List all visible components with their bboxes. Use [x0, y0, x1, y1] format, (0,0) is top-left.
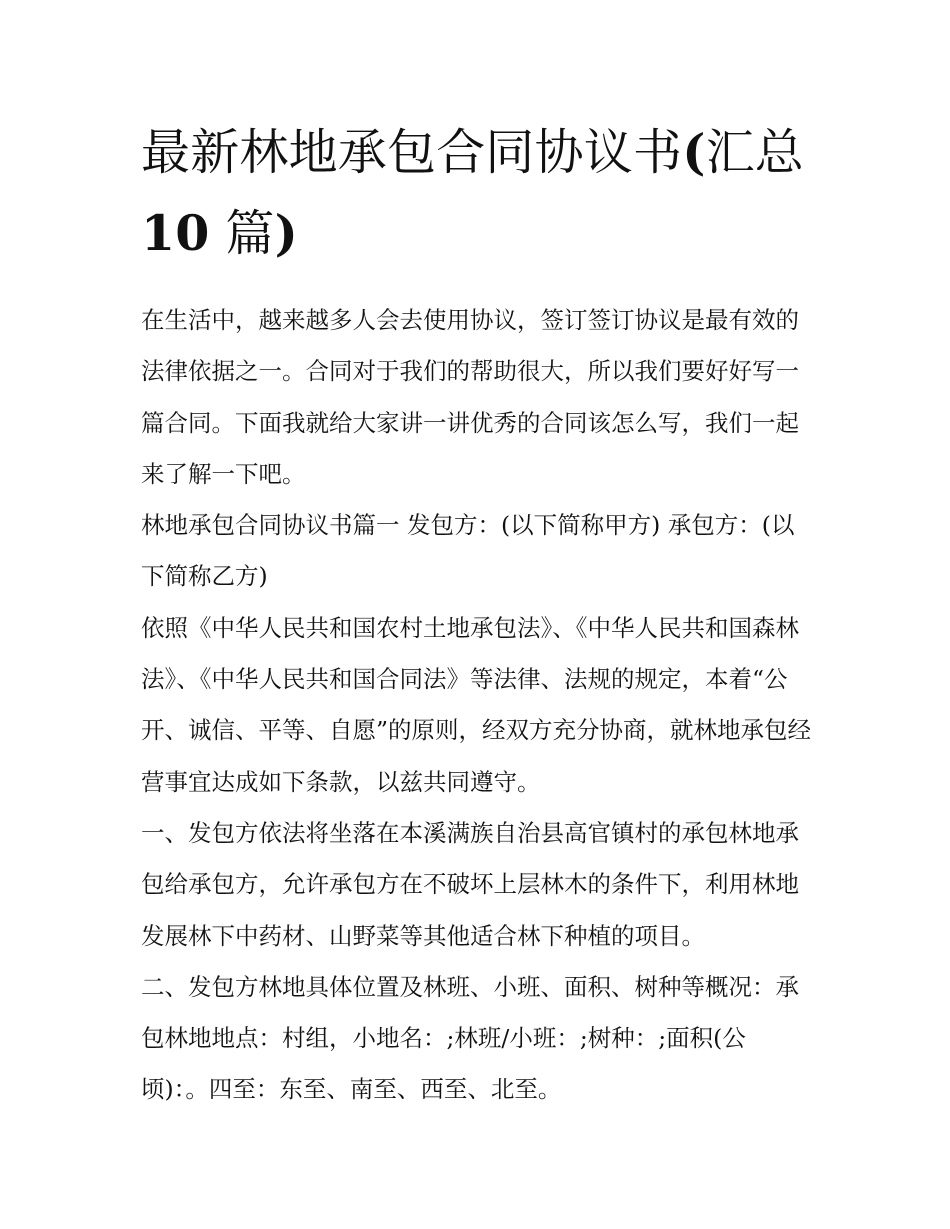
legal-basis-paragraph: 依照《中华人民共和国农村土地承包法》、《中华人民共和国森林法》、《中华人民共和国合同法》等法律、法规的规定，本着“公开、诚信、平等、自愿”的原则，经双方充分协商，就林地承包经营事宜达成如下条款，以兹共同遵守。: [141, 613, 812, 796]
parties-paragraph: 林地承包合同协议书篇一 发包方：(以下简称甲方) 承包方：(以下简称乙方): [141, 511, 795, 591]
title-close-paren: ): [274, 204, 298, 262]
title-text-tail: 汇总: [705, 124, 804, 181]
document-body: [141, 295, 813, 1116]
document-title: [141, 112, 813, 274]
document-content: [141, 112, 813, 1116]
clause-one-paragraph: 一、发包方依法将坐落在本溪满族自治县高官镇村的承包林地承包给承包方，允许承包方在不破坏上层林木的条件下，利用林地发展林下中药材、山野菜等其他适合林下种植的项目。: [141, 818, 799, 950]
clause-two-paragraph: 二、发包方林地具体位置及林班、小班、面积、树种等概况：承包林地地点：村组，小地名：;林班/小班：;树种：;面积(公顷)：。四至：东至、南至、西至、北至。: [141, 972, 799, 1104]
intro-paragraph: 在生活中，越来越多人会去使用协议，签订签订协议是最有效的法律依据之一。合同对于我们的帮助很大，所以我们要好好写一篇合同。下面我就给大家讲一讲优秀的合同该怎么写，我们一起来了解一下吧。: [141, 306, 799, 488]
title-text: 最新林地承包合同协议书: [141, 124, 683, 181]
title-open-paren: (: [682, 123, 706, 181]
title-number: 10: [141, 204, 210, 262]
title-unit: 篇: [209, 205, 275, 262]
